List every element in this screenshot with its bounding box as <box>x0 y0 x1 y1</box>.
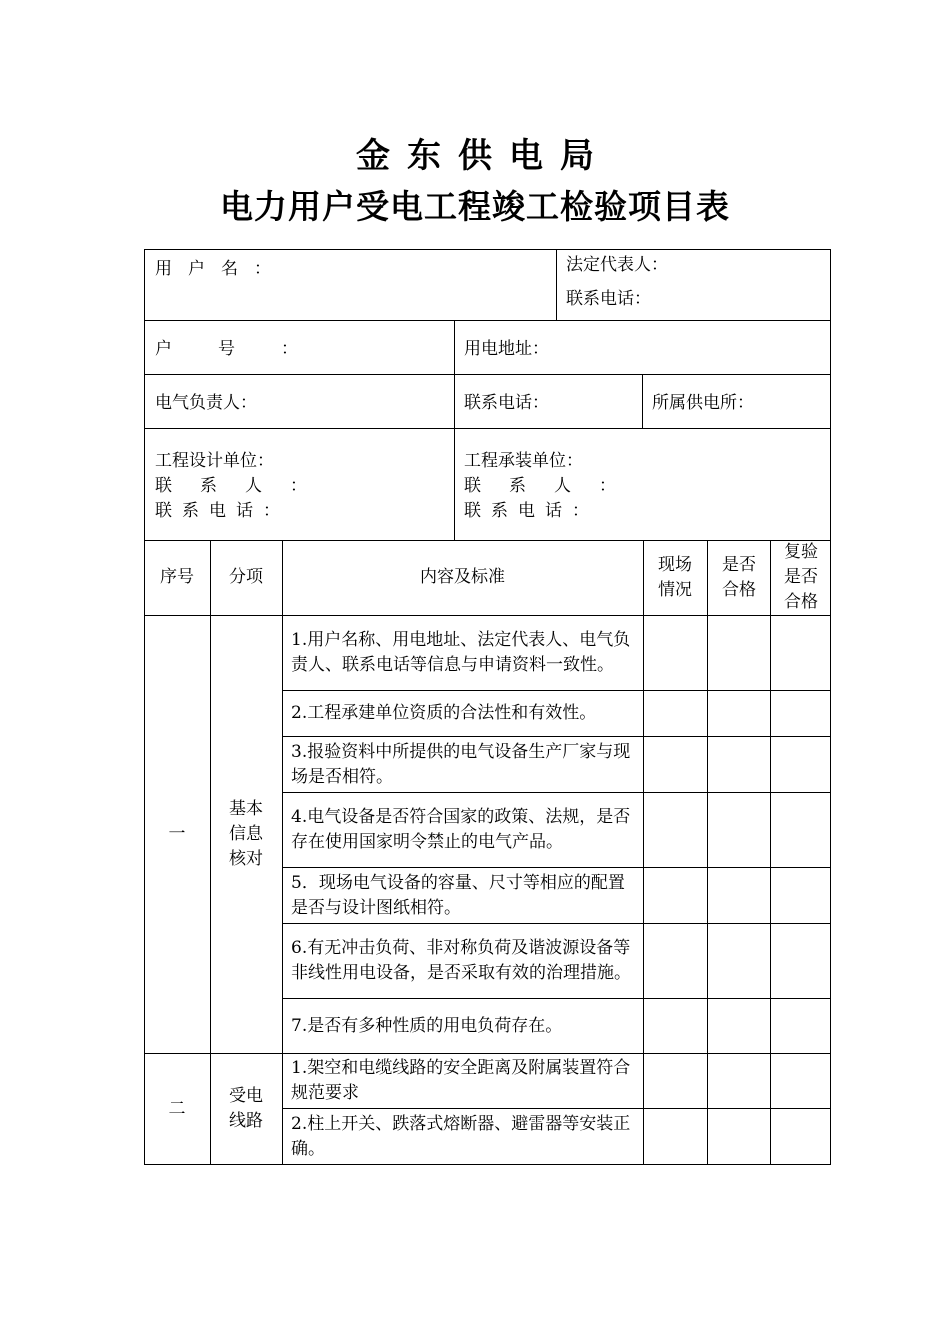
account-no-label: 户号： <box>155 339 344 359</box>
check-item: 6.有无冲击负荷、非对称负荷及谐波源设备等非线性用电设备，是否采取有效的治理措施。 <box>291 938 631 983</box>
design-contact-label: 联系人： <box>155 476 335 496</box>
legal-rep-label: 法定代表人： <box>566 255 668 275</box>
design-unit-label: 工程设计单位： <box>155 451 274 471</box>
user-name-label: 用户名： <box>155 259 287 279</box>
check-item: 5．现场电气设备的容量、尺寸等相应的配置是否与设计图纸相符。 <box>291 872 625 918</box>
check-item: 3.报验资料中所提供的电气设备生产厂家与现场是否相符。 <box>291 741 631 787</box>
form-title: 电力用户受电工程竣工检验项目表 <box>220 187 730 226</box>
design-phone-label: 联系电话： <box>155 501 290 521</box>
check-item: 1.架空和电缆线路的安全距离及附属装置符合规范要求 <box>291 1058 631 1103</box>
electrical-manager-label: 电气负责人： <box>155 393 257 413</box>
supply-station-label: 所属供电所： <box>652 393 754 413</box>
header-onsite: 现场情况 <box>658 554 692 600</box>
header-recheck: 复验是否合格 <box>784 542 818 612</box>
section-1-category: 基本信息核对 <box>229 798 263 869</box>
section-2-category: 受电线路 <box>229 1086 263 1131</box>
contact-phone-label: 联系电话： <box>566 289 651 309</box>
address-label: 用电地址： <box>464 339 549 359</box>
check-item: 4.电气设备是否符合国家的政策、法规，是否存在使用国家明令禁止的电气产品。 <box>291 807 631 852</box>
check-item: 7.是否有多种性质的用电负荷存在。 <box>291 1015 563 1036</box>
check-item: 2.柱上开关、跌落式熔断器、避雷器等安装正确。 <box>291 1114 631 1159</box>
header-seq: 序号 <box>160 567 194 587</box>
header-qualified: 是否合格 <box>722 554 756 600</box>
construction-phone-label: 联系电话： <box>464 501 599 521</box>
check-item: 1.用户名称、用电地址、法定代表人、电气负责人、联系电话等信息与申请资料一致性。 <box>291 630 631 675</box>
construction-unit-label: 工程承装单位： <box>464 451 583 471</box>
header-content: 内容及标准 <box>420 567 505 587</box>
contact-phone-label-2: 联系电话： <box>464 393 549 413</box>
org-title: 金东供电局 <box>356 136 611 176</box>
section-2-seq: 二 <box>168 1098 186 1119</box>
header-category: 分项 <box>229 567 263 587</box>
section-1-seq: 一 <box>168 823 186 844</box>
construction-contact-label: 联系人： <box>464 476 644 496</box>
check-item: 2.工程承建单位资质的合法性和有效性。 <box>291 703 597 723</box>
